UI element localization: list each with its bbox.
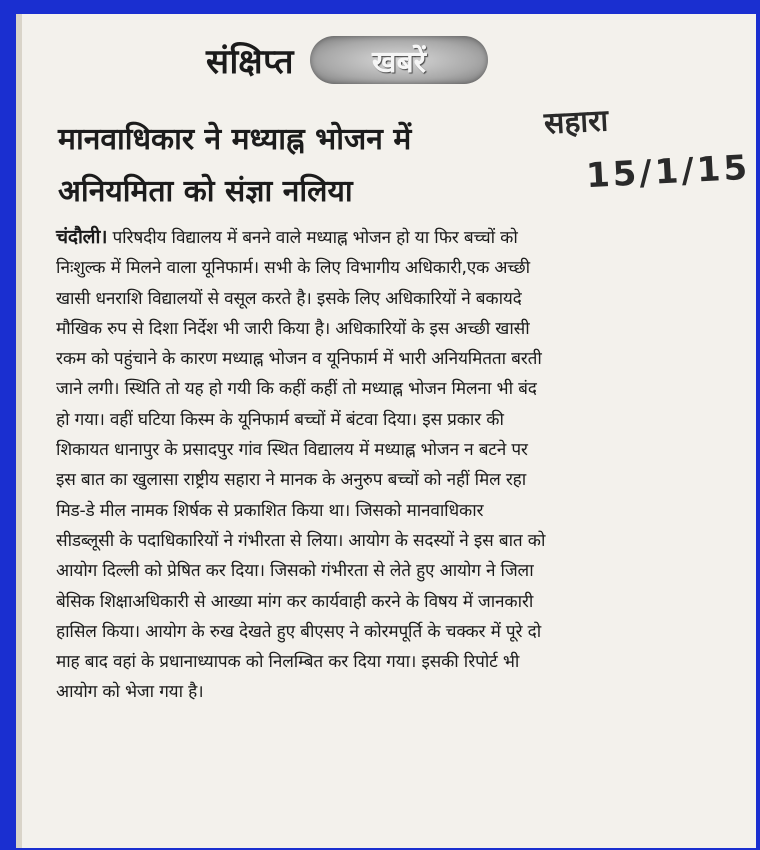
article-line: आयोग को भेजा गया है। <box>56 682 204 703</box>
left-edge-shadow <box>16 14 22 848</box>
handwritten-source: सहारा <box>543 103 610 142</box>
article-line: रकम को पहुंचाने के कारण मध्याह्न भोजन व यूनिफार्म में भारी अनियमितता बरती <box>56 349 542 370</box>
headline-line-2: अनियमिता को संज्ञा नलिया <box>58 174 353 209</box>
article-line: माह बाद वहां के प्रधानाध्यापक को निलम्बित कर दिया गया। इसकी रिपोर्ट भी <box>56 652 520 673</box>
section-badge-label: खबरें <box>372 44 426 80</box>
article-line: मिड-डे मील नामक शिर्षक से प्रकाशित किया था। जिसको मानवाधिकार <box>56 500 484 521</box>
article-line: हो गया। वहीं घटिया किस्म के यूनिफार्म बच्चों में बंटवा दिया। इस प्रकार की <box>56 409 504 430</box>
article-line: जाने लगी। स्थिति तो यह हो गयी कि कहीं कहीं तो मध्याह्न भोजन मिलना भी बंद <box>56 379 537 400</box>
article-line: हासिल किया। आयोग के रुख देखते हुए बीएसए ने कोरमपूर्ति के चक्कर में पूरे दो <box>56 621 541 642</box>
article-line: शिकायत धानापुर के प्रसादपुर गांव स्थित विद्यालय में मध्याह्न भोजन न बटने पर <box>56 440 528 461</box>
article-line-text: परिषदीय विद्यालय में बनने वाले मध्याह्न भोजन हो या फिर बच्चों को <box>107 228 518 248</box>
article-line: मौखिक रुप से दिशा निर्देश भी जारी किया है। अधिकारियों के इस अच्छी खासी <box>56 318 530 339</box>
section-title: संक्षिप्त <box>206 42 295 82</box>
headline <box>58 114 558 218</box>
article-dateline: चंदौली। <box>56 226 108 248</box>
section-badge <box>310 36 488 84</box>
headline-line-1: मानवाधिकार ने मध्याह्न भोजन में <box>58 122 412 157</box>
article-line: बेसिक शिक्षाअधिकारी से आख्या मांग कर कार्यवाही करने के विषय में जानकारी <box>56 591 534 612</box>
handwritten-date: 15/1/15 <box>585 147 752 197</box>
newspaper-clipping <box>16 14 756 848</box>
section-header <box>206 32 488 88</box>
article-line: आयोग दिल्ली को प्रेषित कर दिया। जिसको गंभीरता से लेते हुए आयोग ने जिला <box>56 561 534 582</box>
article-line: सीडब्लूसी के पदाधिकारियों ने गंभीरता से लिया। आयोग के सदस्यों ने इस बात को <box>56 530 546 551</box>
article-line: इस बात का खुलासा राष्ट्रीय सहारा ने मानक के अनुरुप बच्चों को नहीं मिल रहा <box>56 470 527 491</box>
article-line: निःशुल्क में मिलने वाला यूनिफार्म। सभी के लिए विभागीय अधिकारी,एक अच्छी <box>56 258 530 279</box>
article-line: खासी धनराशि विद्यालयों से वसूल करते है। इसके लिए अधिकारियों ने बकायदे <box>56 288 522 309</box>
article-line <box>56 222 756 253</box>
article-body <box>56 222 756 708</box>
